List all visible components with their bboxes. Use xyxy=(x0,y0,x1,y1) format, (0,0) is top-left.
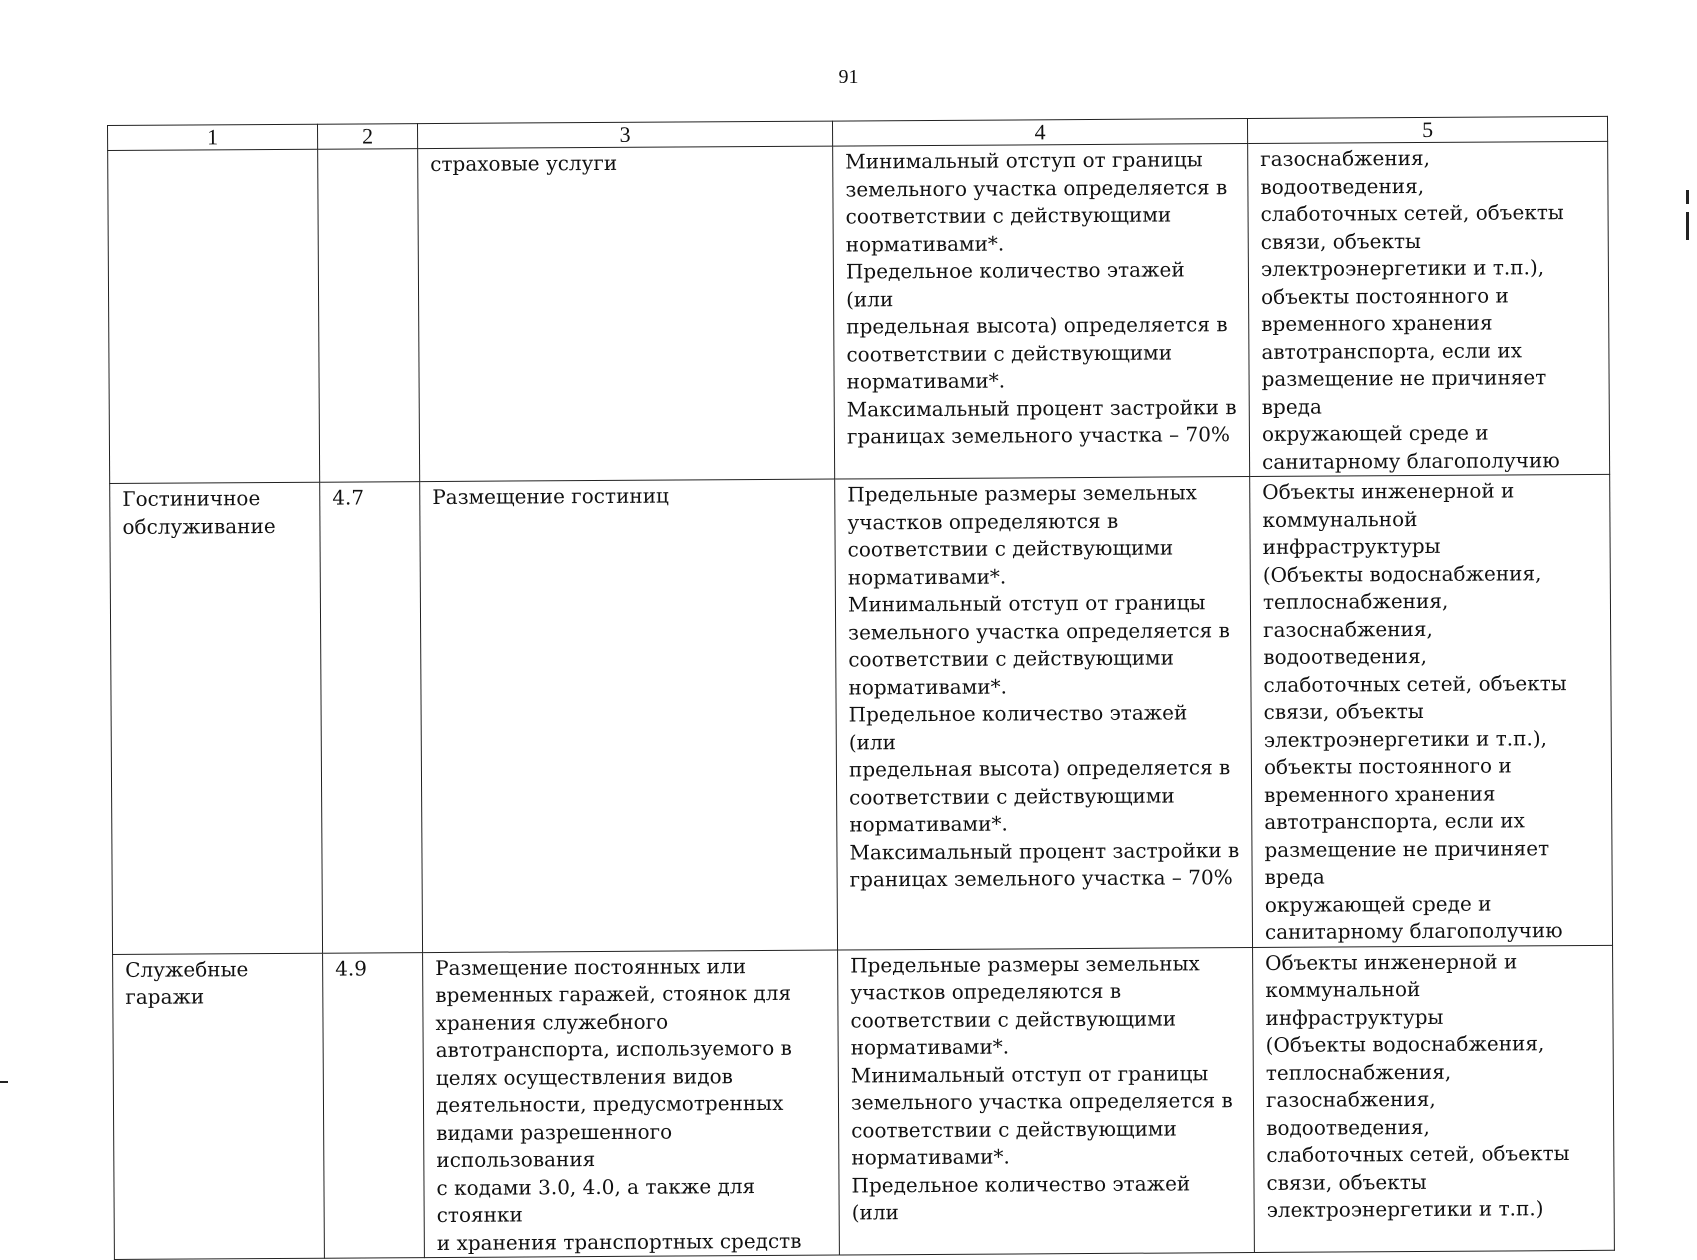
use-type-code: 4.7 xyxy=(320,482,423,953)
table-row xyxy=(108,141,1610,483)
table-row xyxy=(110,474,1613,954)
scan-edge-mark xyxy=(0,1081,8,1083)
header-col-1: 1 xyxy=(108,124,318,150)
use-type-code xyxy=(318,149,420,483)
use-type-name xyxy=(108,149,320,483)
use-type-description: Размещение постоянных или временных гаражей, стоянок для хранения служебного автотранспорта, используемого в целях осуществления видов деятельности, предусмотренных видами разрешенного использования с кодами 3.0, 4.0, а также для стоянки и хранения транспортных средств xyxy=(423,950,840,1258)
page-number: 91 xyxy=(838,66,859,88)
regulations-table xyxy=(107,116,1615,1260)
header-col-3: 3 xyxy=(417,121,832,149)
auxiliary-uses: Объекты инженерной и коммунальной инфраструктуры (Объекты водоснабжения, теплоснабжения, газоснабжения, водоотведения, слаботочных сетей, объекты связи, объекты электроэнергетики и т.п.) xyxy=(1253,945,1615,1253)
scan-edge-mark xyxy=(1686,212,1689,240)
use-type-name: Гостиничное обслуживание xyxy=(110,482,323,954)
building-parameters: Минимальный отступ от границы земельного участка определяется в соответствии с действующими нормативами*. Предельное количество этажей (или предельная высота) определяется в соответствии с действующими нормативами*. Максимальный процент застройки в границах земельного участка – 70% xyxy=(833,144,1250,480)
auxiliary-uses: газоснабжения, водоотведения, слаботочных сетей, объекты связи, объекты электроэнергетики и т.п.), объекты постоянного и временного хранения автотранспорта, если их размещение не причиняет вреда окружающей среде и санитарному благополучию xyxy=(1248,141,1610,476)
use-type-description: страховые услуги xyxy=(418,146,835,482)
use-type-name: Служебные гаражи xyxy=(113,953,325,1260)
header-col-4: 4 xyxy=(832,119,1247,147)
building-parameters: Предельные размеры земельных участков определяются в соответствии с действующими нормативами*. Минимальный отступ от границы земельного участка определяется в соответствии с действующими нормативами*. Предельное количество этажей (или предельная высота) определяется в соответствии с действующими нормативами*. Максимальный процент застройки в границах земельного участка – 70% xyxy=(835,477,1253,950)
auxiliary-uses: Объекты инженерной и коммунальной инфраструктуры (Объекты водоснабжения, теплоснабжения, газоснабжения, водоотведения, слаботочных сетей, объекты связи, объекты электроэнергетики и т.п.), объекты постоянного и временного хранения автотранспорта, если их размещение не причиняет вреда окружающей среде и санитарному благополучию xyxy=(1250,474,1613,947)
use-type-description: Размещение гостиниц xyxy=(420,479,838,952)
table-row xyxy=(113,945,1615,1260)
scan-edge-mark xyxy=(1686,190,1689,204)
header-col-2: 2 xyxy=(317,124,417,150)
use-type-code: 4.9 xyxy=(323,952,425,1258)
building-parameters: Предельные размеры земельных участков определяются в соответствии с действующими нормативами*. Минимальный отступ от границы земельного участка определяется в соответствии с действующими нормативами*. Предельное количество этажей (или xyxy=(838,947,1255,1255)
header-col-5: 5 xyxy=(1247,116,1607,143)
